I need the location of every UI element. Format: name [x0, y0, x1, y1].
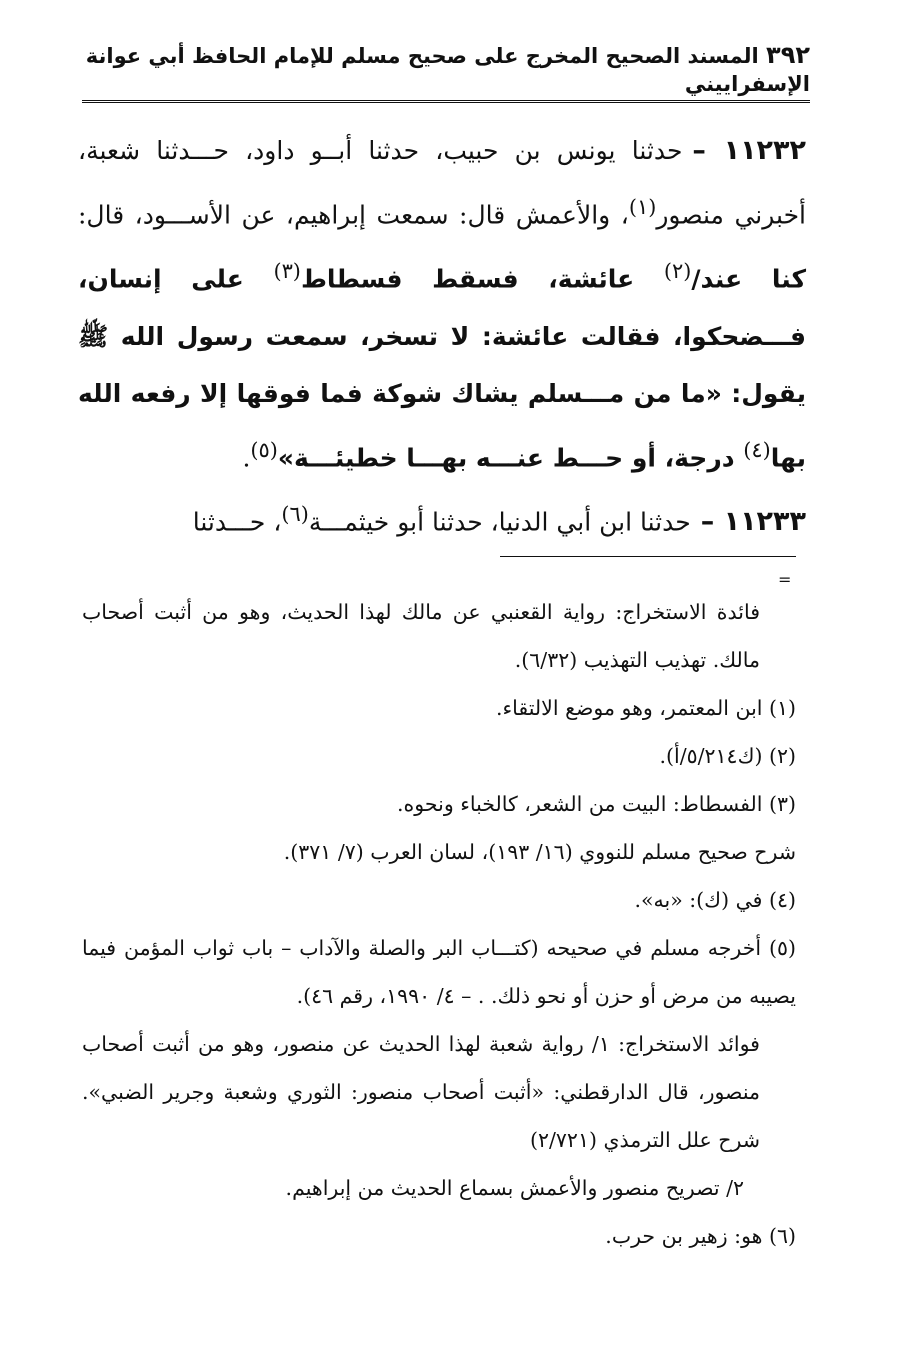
hadith-matn: على إنسان، فـــضحكوا، فقالت عائشة: لا تسخر، سمعت رسول الله ﷺ يقول: «ما من مـــسلم يشاك شوكة فما فوقها إلا رفعه الله بها	[78, 264, 806, 472]
main-text	[78, 122, 806, 550]
footnote-5-benefit-2: ٢/ تصريح منصور والأعمش بسماع الحديث من إبراهيم.	[285, 1176, 744, 1200]
hadith-number: ١١٢٣٣ –	[700, 506, 806, 538]
hadith-11232	[78, 122, 806, 486]
page-header	[82, 41, 810, 103]
footnote-6: (٦) هو: زهير بن حرب.	[605, 1224, 796, 1248]
hadith-number: ١١٢٣٢ –	[692, 135, 806, 166]
hadith-text: حدثنا ابن أبي الدنيا، حدثنا أبو خيثمـــة	[308, 507, 691, 537]
hadith-text: ، حـــدثنا	[192, 507, 282, 537]
footnote-1: (١) ابن المعتمر، وهو موضع الالتقاء.	[495, 696, 796, 720]
footnote-ref[interactable]: (٦)	[281, 501, 309, 526]
footnote-4: (٤) في (ك): «به».	[634, 888, 796, 912]
footnote-5-benefit: فوائد الاستخراج: ١/ رواية شعبة لهذا الحديث عن منصور، وهو من أثبت أصحاب منصور، قال الدارقطني: «أثبت أصحاب منصور: الثوري وشعبة وجرير الضبي». شرح علل الترمذي (٢/٧٢١)	[82, 1032, 760, 1152]
hadith-matn: عائشة، فسقط فسطاط	[300, 264, 664, 294]
footnote-ref[interactable]: (٣)	[273, 259, 301, 284]
hadith-11233	[78, 486, 806, 550]
footnote-ref[interactable]: (٢)	[663, 259, 692, 284]
page-number: ٣٩٢	[766, 41, 810, 69]
footnotes	[82, 588, 796, 1260]
hadith-end: .	[242, 442, 251, 472]
running-title	[82, 41, 810, 98]
hadith-matn: درجة، أو حـــط عنـــه بهـــا خطيئـــة»	[277, 442, 744, 472]
footnote-ref[interactable]: (١)	[628, 195, 657, 219]
footnote-3: (٣) الفسطاط: البيت من الشعر، كالخباء ونحوه.	[397, 792, 796, 816]
footnote-3-sources: شرح صحيح مسلم للنووي (١٦/ ١٩٣)، لسان العرب (٧/ ٣٧١).	[283, 840, 796, 864]
footnote-ref[interactable]: (٤)	[743, 437, 771, 462]
footnote-2: (٢) (ك٥/٢١٤/أ).	[659, 744, 796, 768]
hadith-matn: كنا عند/	[691, 264, 806, 294]
footnote-separator	[500, 556, 796, 557]
hadith-text: ، والأعمش قال: سمعت إبراهيم، عن الأســـود، قال:	[78, 200, 629, 230]
footnote-5: (٥) أخرجه مسلم في صحيحه (كتـــاب البر والصلة والآداب – باب ثواب المؤمن فيما يصيبه من مرض أو حزن أو نحو ذلك. . – ٤/ ١٩٩٠، رقم ٤٦).	[82, 936, 796, 1008]
hadith-text: حدثنا يونس بن حبيب، حدثنا أبــو داود، حـــدثنا شعبة، أخبرني منصور	[78, 136, 806, 230]
header-title: المسند الصحيح المخرج على صحيح مسلم للإمام الحافظ أبي عوانة الإسفراييني	[85, 44, 810, 96]
footnote-continued: فائدة الاستخراج: رواية القعنبي عن مالك لهذا الحديث، وهو من أثبت أصحاب مالك. تهذيب التهذيب (٦/٣٢).	[82, 600, 760, 672]
footnote-ref[interactable]: (٥)	[250, 437, 278, 462]
continuation-mark: =	[778, 570, 792, 589]
